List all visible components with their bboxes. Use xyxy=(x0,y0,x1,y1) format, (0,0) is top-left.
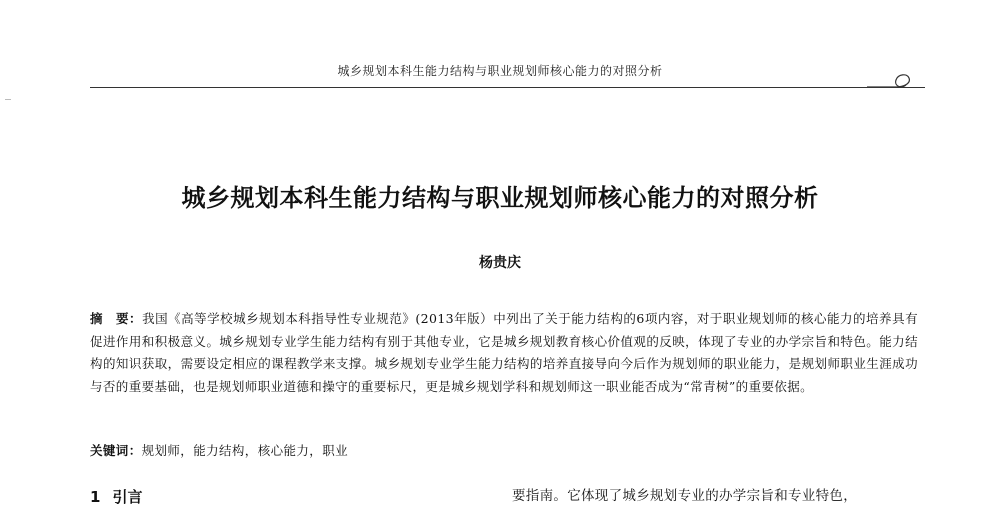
keywords-label: 关键词： xyxy=(90,443,142,458)
author-name: 杨贵庆 xyxy=(479,255,521,271)
keywords-text: 规划师，能力结构，核心能力，职业 xyxy=(141,443,349,458)
abstract-text: 我国《高等学校城乡规划本科指导性专业规范》(2013年版）中列出了关于能力结构的6项内容，对于职业规划师的核心能力的培养具有促进作用和积极意义。城乡规划专业学生能力结构有别于其他专业，它是城乡规划教育核心价值观的反映，体现了专业的办学宗旨和特色。能力结构的知识获取，需要设定相应的课程教学来支撑。城乡规划专业学生能力结构的培养直接导向今后作为规划师的职业能力，是规划师职业生涯成功与否的重要基础，也是规划师职业道德和操守的重要标尺，更是城乡规划学科和规划师这一职业能否成为“常青树”的重要依据。 xyxy=(90,311,918,394)
abstract xyxy=(90,308,918,398)
section-title: 引言 xyxy=(112,488,143,506)
running-head: 城乡规划本科生能力结构与职业规划师核心能力的对照分析 xyxy=(337,64,663,78)
section-heading xyxy=(90,486,142,507)
column2-text: 要指南。它体现了城乡规划专业的办学宗旨和专业特色， xyxy=(512,488,857,504)
scan-mark xyxy=(5,99,11,100)
paper-title: 城乡规划本科生能力结构与职业规划师核心能力的对照分析 xyxy=(181,184,819,212)
header-ornament-icon xyxy=(865,72,913,96)
keywords xyxy=(90,440,918,462)
header-rule xyxy=(90,87,925,88)
section-number: 1 xyxy=(90,488,101,506)
abstract-label: 摘 要： xyxy=(90,311,143,326)
